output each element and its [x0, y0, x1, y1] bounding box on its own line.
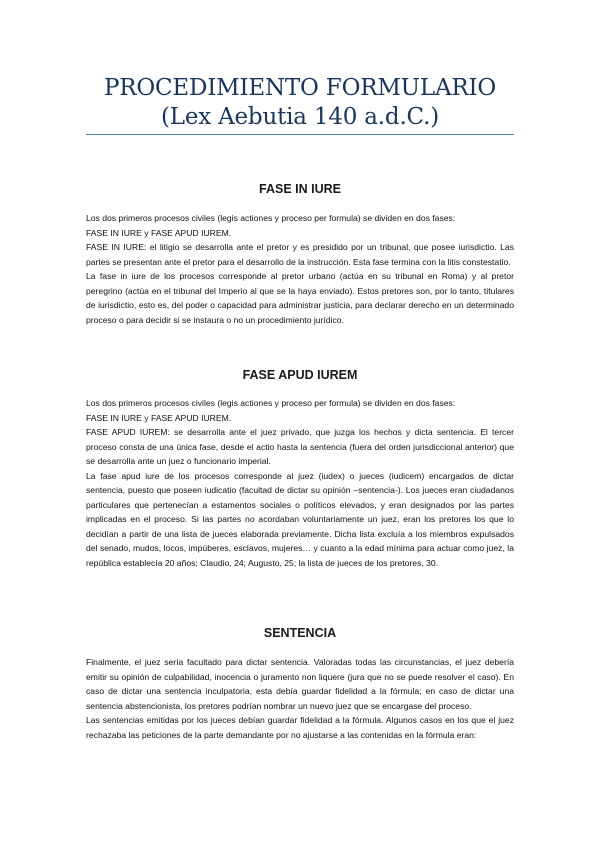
paragraph: Los dos primeros procesos civiles (legis actiones y proceso per formula) se dividen en dos fases:	[86, 213, 456, 223]
paragraph: La fase apud iure de los procesos corresponde al juez (iudex) o jueces (iudicem) encargados de dictar sentencia, puesto que poseen iudicatio (facultad de dictar su opinión –sentencia-). Los jueces eran ciudadanos particulares que pertenecían a estamentos sociales o políticos elevados, y eran designados por las partes implicadas en el proceso. Si las partes no acordaban voluntariamente un juez, eran los pretores los que lo decidían a partir de una lista de jueces elaborada previamente. Dicha lista excluía a los miembros expulsados del senado, mudos, locos, impúberes, esclavos, mujeres… y cuanto a la edad mínima para actuar como juez, la república establecía 20 años; Claudio, 24; Augusto, 25; la lista de jueces de los pretores, 30.	[86, 470, 514, 568]
title-underline	[86, 134, 514, 135]
paragraph: Los dos primeros procesos civiles (legis actiones y proceso per formula) se dividen en dos fases:	[86, 398, 456, 408]
paragraph: Las sentencias emitidas por los jueces debían guardar fidelidad a la fórmula. Algunos casos en los que el juez rechazaba las peticiones de la parte demandante por no ajustarse a las contenidas en la fórmula eran:	[86, 715, 514, 740]
section-body-sentencia	[86, 655, 514, 742]
paragraph: FASE IN IURE: el litigio se desarrolla ante el pretor y es presidido por un tribunal, que posee iurisdictio. Las partes se presentan ante el pretor para el desarrollo de la instrucción. Esta fase termina con la litis constestatio.	[86, 242, 514, 267]
section-heading-fase-in-iure: FASE IN IURE	[259, 182, 341, 196]
paragraph: FASE IN IURE y FASE APUD IUREM.	[86, 412, 232, 423]
document-title	[86, 74, 514, 132]
paragraph: La fase in iure de los procesos corresponde al pretor urbano (actúa en su tribunal en Roma) y al pretor peregrino (actúa en el tribunal del Imperio al que se la haya enviado). Estos pretores son, por lo tanto, titulares de iurisdictio, esto es, del poder o capacidad para administrar justicia, para declarar derecho en un determinado proceso o para decidir si se instaura o no un procedimiento jurídico.	[86, 271, 514, 325]
title-line-2: (Lex Aebutia 140 a.d.C.)	[160, 104, 440, 130]
paragraph: Finalmente, el juez sería facultado para dictar sentencia. Valoradas todas las circunstancias, el juez debería emitir su opinión de culpabilidad, inocencia o juramento non liquere (jura que no se puede resolver el caso). En caso de dictar una sentencia inculpatoria, esta debía guardar fidelidad a la fórmula; en caso de dictar una sentencia abstencionista, los pretores podrían nombrar un nuevo juez que se encargase del proceso.	[86, 657, 514, 711]
section-body-fase-in-iure	[86, 211, 514, 327]
paragraph: FASE APUD IUREM: se desarrolla ante el juez privado, que juzga los hechos y dicta sentencia. El tercer proceso consta de una única fase, desde el actio hasta la sentencia (fuera del orden jurisdiccional anterior) que se desarrolla ante un juez o funcionario imperial.	[86, 427, 514, 466]
section-heading-sentencia: SENTENCIA	[263, 626, 337, 640]
section-heading-fase-apud-iurem: FASE APUD IUREM	[242, 368, 358, 382]
title-line-1: PROCEDIMIENTO FORMULARIO	[103, 75, 497, 101]
section-body-fase-apud-iurem	[86, 396, 514, 570]
paragraph: FASE IN IURE y FASE APUD IUREM.	[86, 227, 232, 238]
